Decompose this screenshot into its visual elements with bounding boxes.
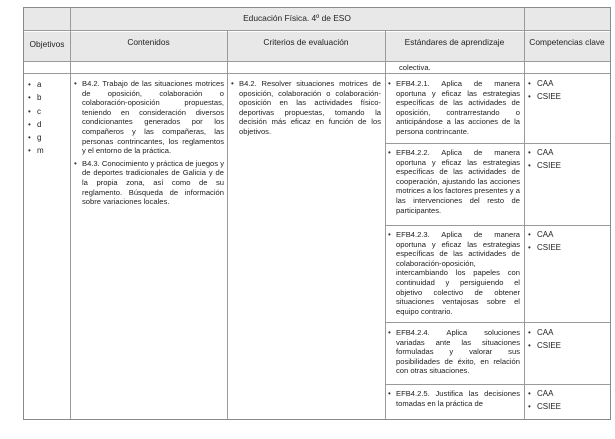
competencia: • CAA [528,148,608,158]
header-contenidos: Contenidos [127,37,170,47]
header-objetivos: Objetivos [29,39,65,49]
header-estandares: Estándares de aprendizaje [404,37,505,47]
competencia: • CAA [528,389,608,399]
objetivo-item: • d [28,120,68,130]
rule [24,61,610,62]
competencia: • CAA [528,79,608,89]
objetivo-item: • m [28,146,68,156]
objetivo-item: • b [28,93,68,103]
objetivo-item: • c [28,107,68,117]
competencias-item [528,328,608,354]
carryover-text: colectiva. [399,63,431,72]
estandar-text: • EFB4.2.5. Justifica las decisiones tomadas en la práctica de [388,389,520,408]
estandar-item [388,148,520,218]
rule [385,225,610,226]
competencias-item [528,79,608,105]
competencia: • CSIEE [528,243,608,253]
contenido-item: • B4.2. Trabajo de las situaciones motrices de oposición, colaboración o colaboración-oposición propuestas, teniendo en consideración diversos condicionantes generados por los compañeros y las compañeras, las personas contrincantes, los reglamentos y el entorno de la práctica. [74,79,224,156]
rule [385,384,610,385]
header-criterios: Criterios de evaluación [263,37,349,47]
rule [385,322,610,323]
header-competencias: Competencias clave [529,37,605,47]
rule [524,8,525,420]
estandar-text: • EFB4.2.4. Aplica soluciones variadas ante las situaciones formuladas y valorar sus posibilidades de éxito, en relación con otras situaciones. [388,328,520,376]
estandar-text: • EFB4.2.2. Aplica de manera oportuna y eficaz las estrategias específicas de las actividades de cooperación, ajustando las acciones motrices a los factores presentes y a las intervenciones del resto de participantes. [388,148,520,215]
estandar-text: • EFB4.2.3. Aplica de manera oportuna y eficaz las estrategias específicas de las actividades de colaboración-oposición, intercambiando los papeles con continuidad y persiguiendo el objetivo colectivo de obtener situaciones ventajosas sobre el equipo contrario. [388,230,520,316]
rule [24,30,610,31]
table-title: Educación Física. 4º de ESO [243,13,351,23]
rule [227,30,228,420]
competencia: • CSIEE [528,161,608,171]
rule [24,73,610,74]
criterio-cell [231,79,381,140]
estandar-text: • EFB4.2.1. Aplica de manera oportuna y eficaz las estrategias específicas de las actividades de oposición, contrarrestando o anticipándose a las acciones de la persona contrincante. [388,79,520,137]
curriculum-table [23,7,611,420]
objetivo-item: • g [28,133,68,143]
objetivos-list [28,80,68,160]
estandar-item [388,389,520,411]
objetivo-item: • a [28,80,68,90]
competencia: • CAA [528,230,608,240]
estandar-item [388,79,520,140]
rule [385,30,386,420]
contenidos-cell [74,79,224,210]
criterio-item: • B4.2. Resolver situaciones motrices de oposición, colaboración o colaboración-oposición en las actividades físico-deportivas propuestas, tomando la decisión más eficaz en función de los objetivos. [231,79,381,137]
competencia: • CAA [528,328,608,338]
competencia: • CSIEE [528,341,608,351]
competencias-item [528,230,608,256]
competencias-item [528,389,608,415]
estandar-item [388,230,520,319]
competencia: • CSIEE [528,92,608,102]
competencias-item [528,148,608,174]
contenido-item: • B4.3. Conocimiento y práctica de juegos y de deportes tradicionales de Galicia y de la propia zona, así como de su reglamento. Búsqueda de información sobre variaciones locales. [74,159,224,207]
competencia: • CSIEE [528,402,608,412]
estandar-item [388,328,520,379]
rule [70,8,71,420]
rule [385,143,610,144]
